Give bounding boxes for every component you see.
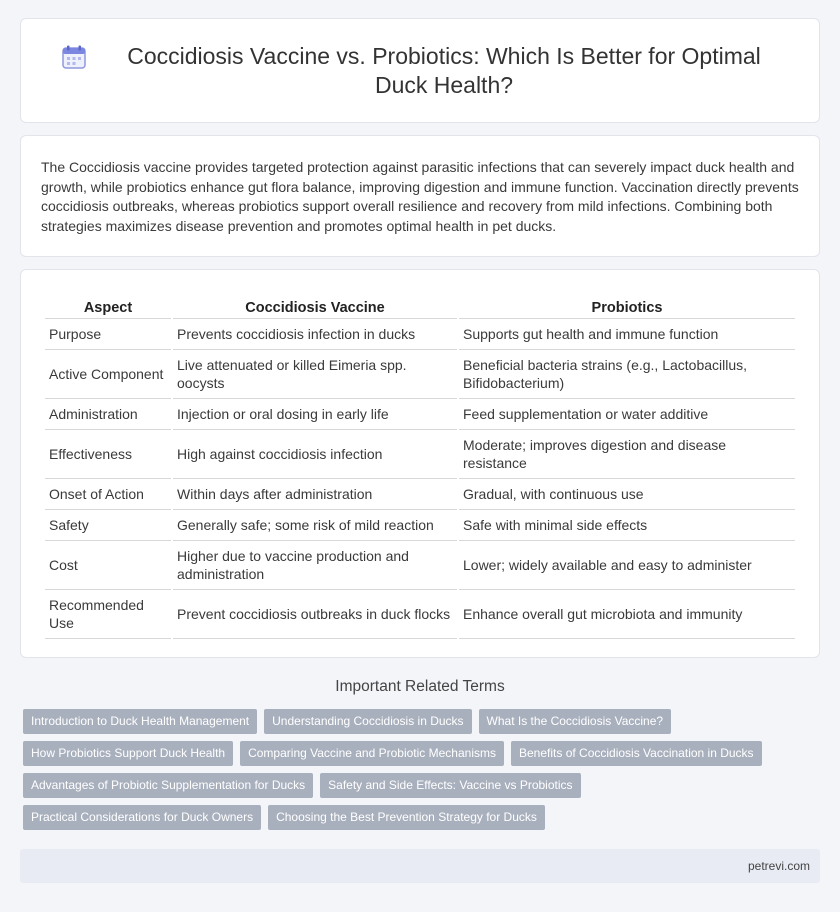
cell-aspect: Safety [45,510,171,541]
table-row [45,399,795,430]
cell-probiotics: Safe with minimal side effects [459,510,795,541]
cell-aspect: Onset of Action [45,479,171,510]
cell-probiotics: Enhance overall gut microbiota and immunity [459,590,795,639]
footer-bar [20,849,820,883]
related-term-tag[interactable]: Introduction to Duck Health Management [23,709,257,734]
cell-vaccine: Prevents coccidiosis infection in ducks [173,319,457,350]
title-card [20,18,820,123]
header-vaccine: Coccidiosis Vaccine [173,296,457,319]
cell-vaccine: High against coccidiosis infection [173,430,457,479]
cell-vaccine: Injection or oral dosing in early life [173,399,457,430]
intro-paragraph: The Coccidiosis vaccine provides targeted protection against parasitic infections that can severely impact duck health and growth, while probiotics enhance gut flora balance, improving digestion and immune function. Vaccination directly prevents coccidiosis outbreaks, whereas probiotics support overall resilience and recovery from mild infections. Combining both strategies maximizes disease prevention and promotes optimal health in pet ducks. [41,159,799,234]
related-term-tag[interactable]: Advantages of Probiotic Supplementation for Ducks [23,773,313,798]
cell-vaccine: Live attenuated or killed Eimeria spp. oocysts [173,350,457,399]
cell-aspect: Administration [45,399,171,430]
table-row [45,350,795,399]
related-term-tag[interactable]: Choosing the Best Prevention Strategy for Ducks [268,805,545,830]
cell-aspect: Active Component [45,350,171,399]
related-term-tag[interactable]: Comparing Vaccine and Probiotic Mechanisms [240,741,504,766]
related-term-tag[interactable]: Benefits of Coccidiosis Vaccination in Ducks [511,741,762,766]
table-row [45,541,795,590]
related-terms-list [20,709,780,837]
cell-aspect: Recommended Use [45,590,171,639]
table-row [45,319,795,350]
cell-vaccine: Higher due to vaccine production and administration [173,541,457,590]
related-term-tag[interactable]: Understanding Coccidiosis in Ducks [264,709,471,734]
cell-vaccine: Prevent coccidiosis outbreaks in duck flocks [173,590,457,639]
cell-vaccine: Within days after administration [173,479,457,510]
related-term-tag[interactable]: What Is the Coccidiosis Vaccine? [479,709,672,734]
related-term-tag[interactable]: How Probiotics Support Duck Health [23,741,233,766]
table-row [45,430,795,479]
cell-probiotics: Moderate; improves digestion and disease resistance [459,430,795,479]
table-row [45,590,795,639]
header-probiotics: Probiotics [459,296,795,319]
related-term-tag[interactable]: Practical Considerations for Duck Owners [23,805,261,830]
cell-probiotics: Gradual, with continuous use [459,479,795,510]
page-title: Coccidiosis Vaccine vs. Probiotics: Which Is Better for Optimal Duck Health? [127,42,761,98]
cell-aspect: Cost [45,541,171,590]
comparison-card [20,269,820,658]
cell-probiotics: Feed supplementation or water additive [459,399,795,430]
calendar-icon [61,44,87,70]
table-row [45,510,795,541]
cell-aspect: Effectiveness [45,430,171,479]
related-term-tag[interactable]: Safety and Side Effects: Vaccine vs Probiotics [320,773,580,798]
comparison-table [43,296,797,639]
cell-probiotics: Supports gut health and immune function [459,319,795,350]
site-name[interactable]: petrevi.com [747,859,810,873]
table-row [45,479,795,510]
cell-probiotics: Beneficial bacteria strains (e.g., Lactobacillus, Bifidobacterium) [459,350,795,399]
cell-aspect: Purpose [45,319,171,350]
cell-probiotics: Lower; widely available and easy to administer [459,541,795,590]
related-terms-heading: Important Related Terms [335,678,505,695]
cell-vaccine: Generally safe; some risk of mild reaction [173,510,457,541]
intro-card [20,135,820,257]
header-aspect: Aspect [45,296,171,319]
table-header-row [45,296,795,319]
